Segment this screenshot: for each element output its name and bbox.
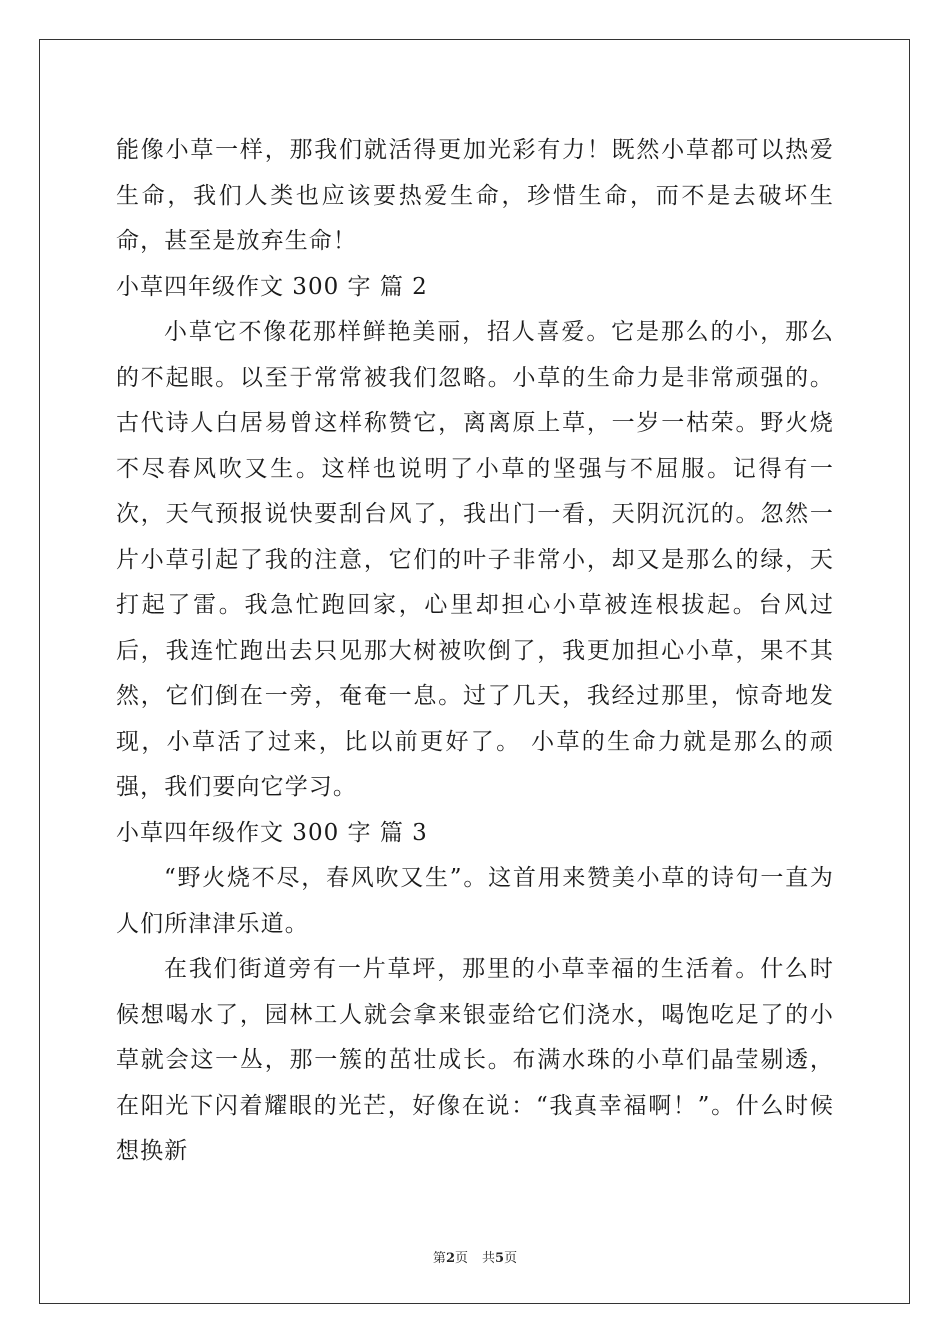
section-heading: 小草四年级作文 300 字 篇 2	[116, 273, 428, 300]
page-unit: 页	[454, 1251, 468, 1266]
page-prefix: 第	[432, 1251, 446, 1266]
section-heading: 小草四年级作文 300 字 篇 3	[116, 819, 428, 846]
total-unit: 页	[504, 1251, 518, 1266]
page-total: 5	[495, 1251, 505, 1266]
paragraph: “野火烧不尽，春风吹又生”。这首用来赞美小草的诗句一直为人们所津津乐道。	[116, 865, 834, 937]
total-prefix: 共	[482, 1251, 496, 1266]
document-body	[116, 128, 834, 1175]
page-number: 2	[445, 1251, 455, 1266]
page-footer	[0, 1247, 950, 1266]
paragraph: 小草它不像花那样鲜艳美丽，招人喜爱。它是那么的小，那么的不起眼。以至于常常被我们忽略。小草的生命力是非常顽强的。 古代诗人白居易曾这样称赞它，离离原上草，一岁一枯荣。野火烧不尽春风吹又生。这样也说明了小草的坚强与不屈服。记得有一次，天气预报说快要刮台风了，我出门一看，天阴沉沉的。忽然一片小草引起了我的注意，它们的叶子非常小，却又是那么的绿，天打起了雷。我急忙跑回家，心里却担心小草被连根拔起。台风过后，我连忙跑出去只见那大树被吹倒了，我更加担心小草，果不其然，它们倒在一旁，奄奄一息。过了几天，我经过那里，惊奇地发现，小草活了过来，比以前更好了。 小草的生命力就是那么的顽强，我们要向它学习。	[116, 319, 834, 800]
paragraph: 在我们街道旁有一片草坪，那里的小草幸福的生活着。什么时候想喝水了，园林工人就会拿来银壶给它们浇水，喝饱吃足了的小草就会这一丛，那一簇的茁壮成长。布满水珠的小草们晶莹剔透，在阳光下闪着耀眼的光芒，好像在说：“我真幸福啊！”。什么时候想换新	[116, 956, 834, 1164]
paragraph: 能像小草一样，那我们就活得更加光彩有力！既然小草都可以热爱生命，我们人类也应该要热爱生命，珍惜生命，而不是去破坏生命，甚至是放弃生命！	[116, 137, 834, 254]
